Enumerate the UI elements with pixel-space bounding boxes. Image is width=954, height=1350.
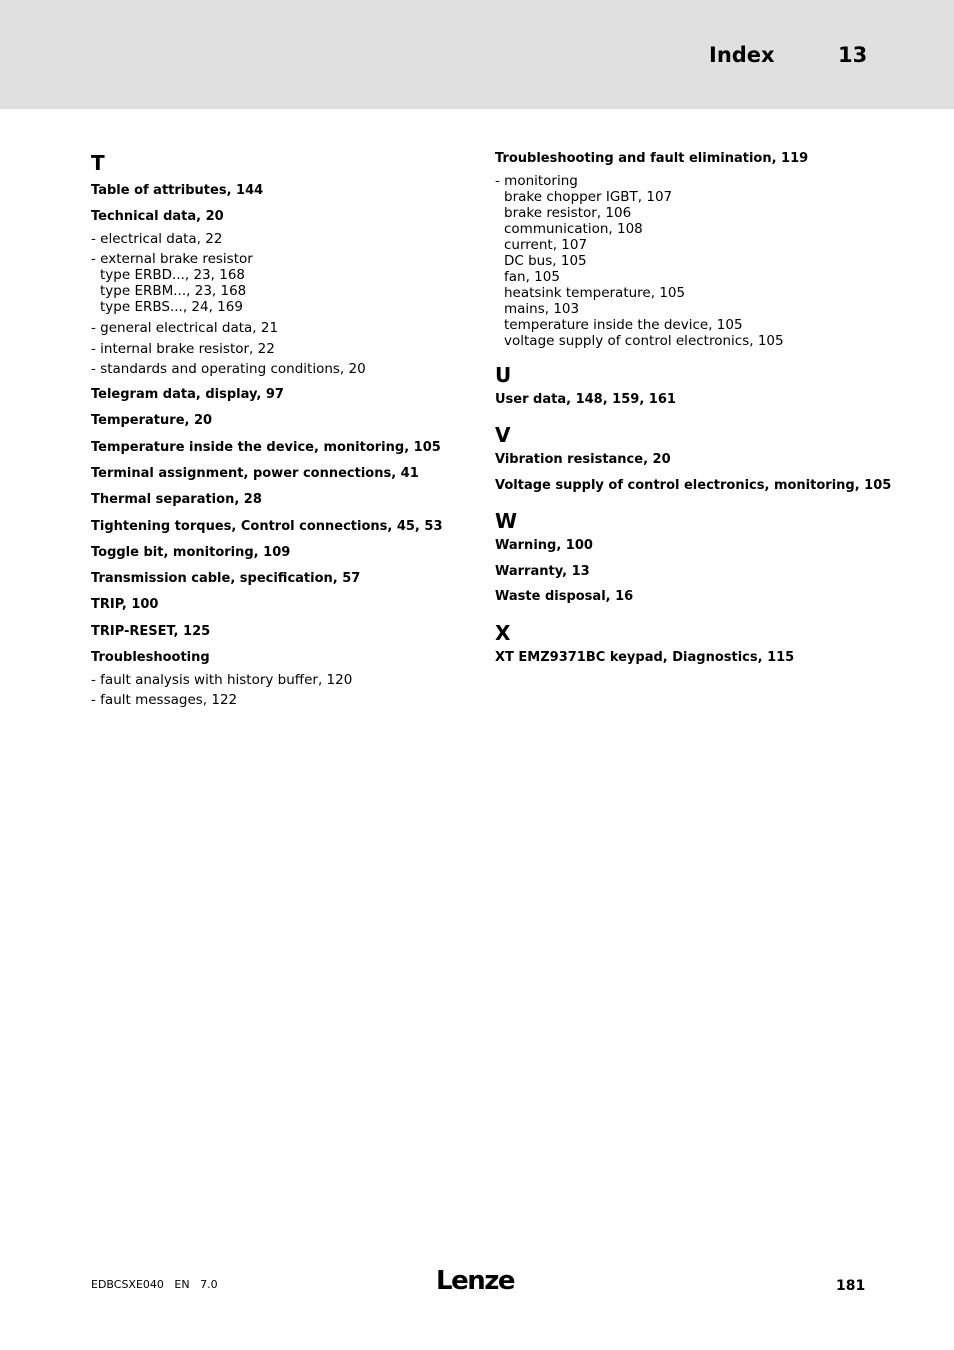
index-subentry: - general electrical data, 21 (91, 320, 279, 336)
index-entry: Table of attributes, 144 (91, 183, 264, 198)
index-letter-v: V (495, 423, 511, 447)
index-subentry: - external brake resistor (91, 251, 253, 267)
index-subentry: - fault analysis with history buffer, 120 (91, 672, 353, 688)
index-letter-w: W (495, 509, 518, 533)
index-subentry: - fault messages, 122 (91, 692, 238, 708)
index-entry: TRIP-RESET, 125 (91, 624, 211, 639)
index-entry: Tightening torques, Control connections, 45, 53 (91, 519, 443, 534)
index-entry: Technical data, 20 (91, 209, 224, 224)
index-entry: Telegram data, display, 97 (91, 387, 284, 402)
index-subsubentry: voltage supply of control electronics, 105 (504, 333, 784, 349)
index-subentry: - monitoring (495, 173, 578, 189)
index-subentry: - electrical data, 22 (91, 231, 223, 247)
lenze-logo-text: Lenze (436, 1266, 514, 1295)
index-entry: Toggle bit, monitoring, 109 (91, 545, 291, 560)
index-entry: Warning, 100 (495, 538, 593, 553)
index-entry: Voltage supply of control electronics, monitoring, 105 (495, 478, 892, 493)
index-entry: XT EMZ9371BC keypad, Diagnostics, 115 (495, 650, 795, 665)
index-entry: TRIP, 100 (91, 597, 159, 612)
index-entry: Temperature, 20 (91, 413, 213, 428)
chapter-title: Index (709, 43, 775, 67)
index-entry: Terminal assignment, power connections, 41 (91, 466, 419, 481)
index-entry: Transmission cable, specification, 57 (91, 571, 361, 586)
page-number: 181 (836, 1278, 866, 1294)
index-subentry: - standards and operating conditions, 20 (91, 361, 366, 377)
index-subsubentry: type ERBD..., 23, 168 (100, 267, 245, 283)
index-subsubentry: type ERBS..., 24, 169 (100, 299, 243, 315)
index-column-right (495, 151, 915, 666)
index-subsubentry: heatsink temperature, 105 (504, 285, 686, 301)
index-subsubentry: mains, 103 (504, 301, 580, 317)
index-entry: Thermal separation, 28 (91, 492, 262, 507)
index-column-left (91, 152, 471, 708)
index-subsubentry: temperature inside the device, 105 (504, 317, 743, 333)
index-subsubentry: DC bus, 105 (504, 253, 587, 269)
chapter-number: 13 (838, 43, 868, 67)
index-entry: Vibration resistance, 20 (495, 452, 671, 467)
header-band (0, 0, 954, 109)
index-subsubentry: fan, 105 (504, 269, 560, 285)
index-entry: Warranty, 13 (495, 564, 590, 579)
index-subsubentry: communication, 108 (504, 221, 643, 237)
index-entry: Temperature inside the device, monitoring, 105 (91, 440, 441, 455)
index-entry: Waste disposal, 16 (495, 589, 634, 604)
index-letter-u: U (495, 363, 512, 387)
lenze-logo-mark (436, 1265, 516, 1295)
index-entry: Troubleshooting (91, 650, 210, 665)
index-subsubentry: type ERBM..., 23, 168 (100, 283, 247, 299)
index-entry: Troubleshooting and fault elimination, 119 (495, 151, 809, 166)
document-id: EDBCSXE040 EN 7.0 (91, 1278, 218, 1291)
index-letter-x: X (495, 621, 511, 645)
index-subsubentry: current, 107 (504, 237, 588, 253)
lenze-logo (436, 1265, 516, 1299)
index-entry: User data, 148, 159, 161 (495, 392, 676, 407)
index-subsubentry: brake chopper IGBT, 107 (504, 189, 673, 205)
index-letter-t: T (91, 151, 105, 175)
index-subsubentry: brake resistor, 106 (504, 205, 632, 221)
index-subentry: - internal brake resistor, 22 (91, 341, 275, 357)
